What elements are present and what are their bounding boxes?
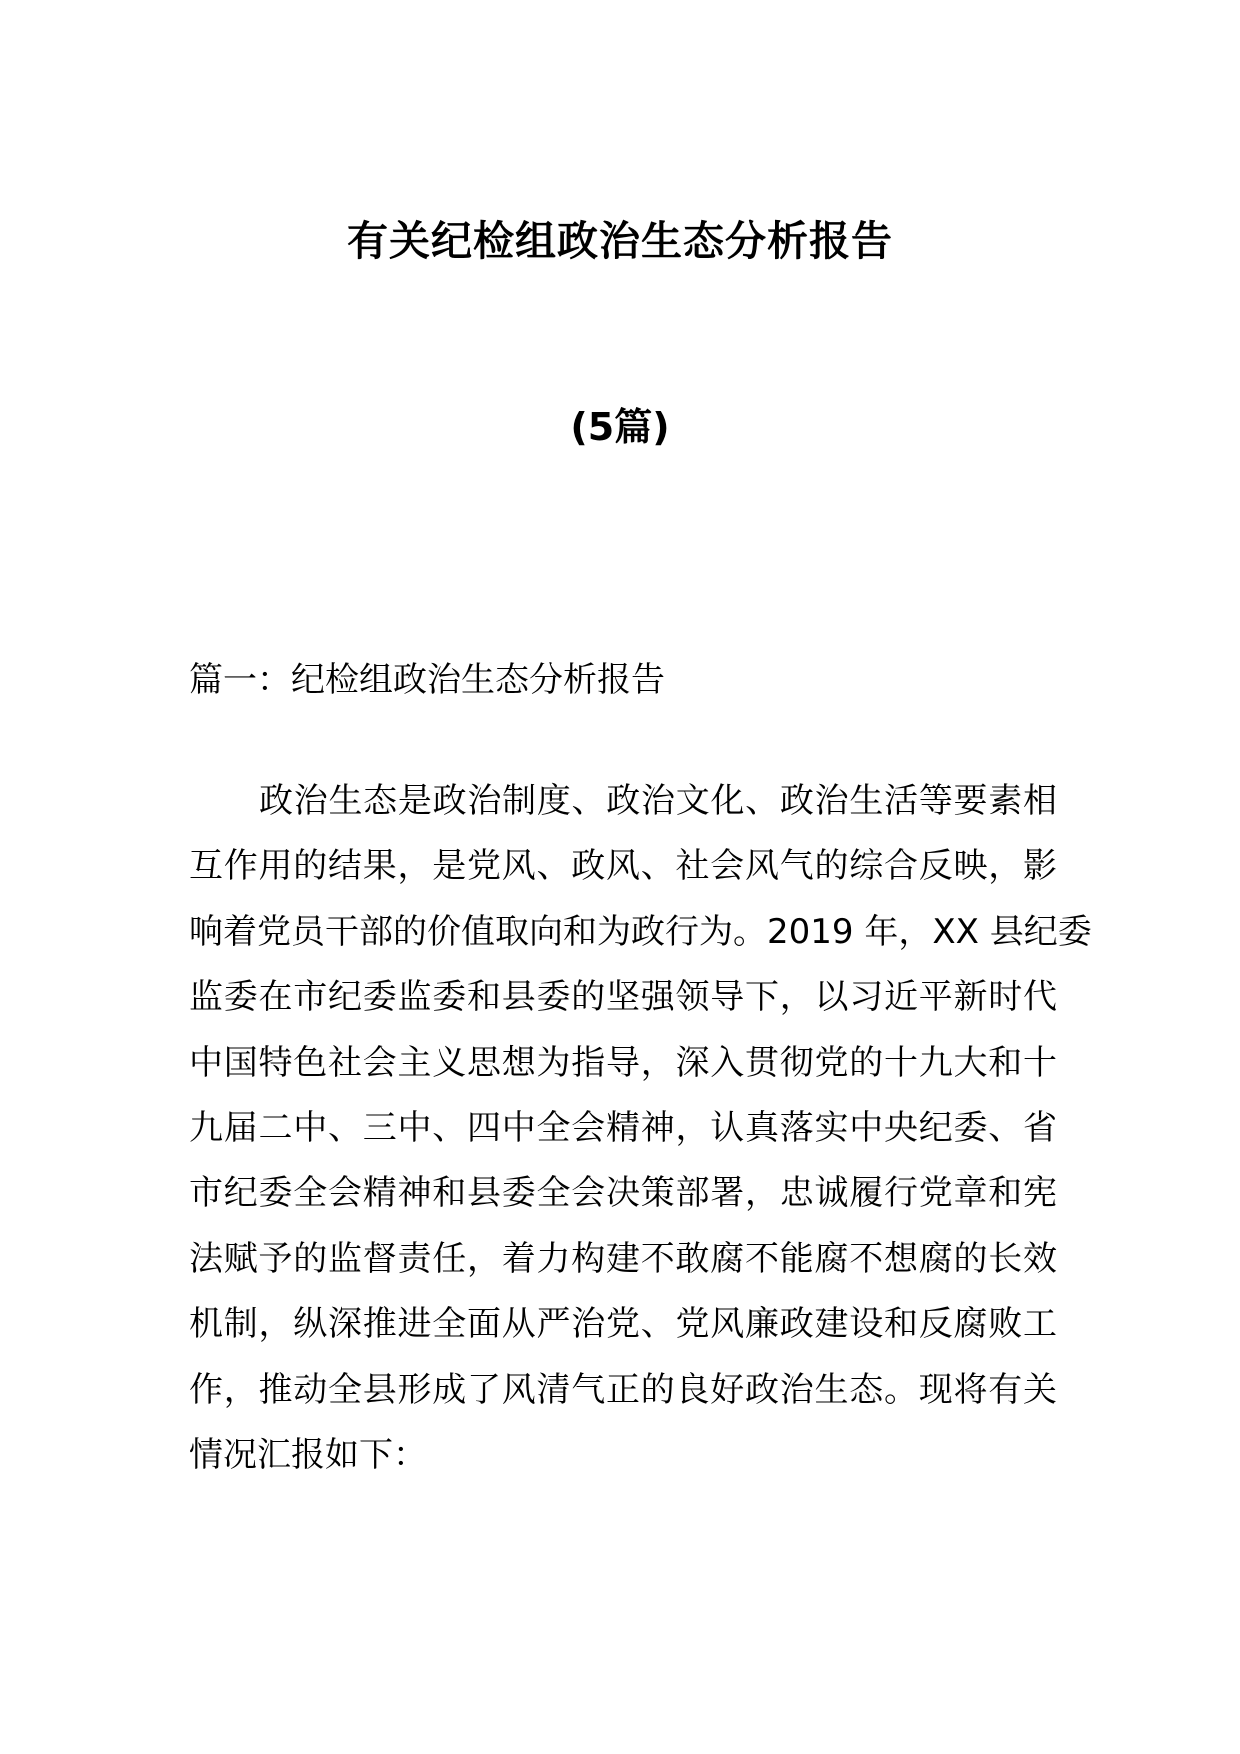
paragraph-line: 机制，纵深推进全面从严治党、党风廉政建设和反腐败工 xyxy=(189,1304,1057,1345)
document-title: 有关纪检组政治生态分析报告 xyxy=(347,217,893,265)
document-subtitle: (5篇) xyxy=(570,405,670,449)
paragraph-line: 市纪委全会精神和县委全会决策部署，忠诚履行党章和宪 xyxy=(189,1173,1057,1214)
paragraph-line: 监委在市纪委监委和县委的坚强领导下，以习近平新时代 xyxy=(189,977,1057,1018)
paragraph-line: 响着党员干部的价值取向和为政行为。2019 年，XX 县纪委 xyxy=(189,911,1092,952)
paragraph-line: 情况汇报如下： xyxy=(189,1434,427,1475)
paragraph-line: 中国特色社会主义思想为指导，深入贯彻党的十九大和十 xyxy=(189,1042,1057,1083)
paragraph-line: 作，推动全县形成了风清气正的良好政治生态。现将有关 xyxy=(189,1369,1057,1410)
paragraph-line: 政治生态是政治制度、政治文化、政治生活等要素相 xyxy=(259,781,1057,821)
body-paragraph xyxy=(189,778,1092,1497)
paragraph-line: 九届二中、三中、四中全会精神，认真落实中央纪委、省 xyxy=(189,1107,1057,1148)
paragraph-line: 法赋予的监督责任，着力构建不敢腐不能腐不想腐的长效 xyxy=(189,1238,1057,1279)
paragraph-line: 互作用的结果，是党风、政风、社会风气的综合反映，影 xyxy=(189,846,1057,887)
section-heading: 篇一：纪检组政治生态分析报告 xyxy=(189,660,665,700)
